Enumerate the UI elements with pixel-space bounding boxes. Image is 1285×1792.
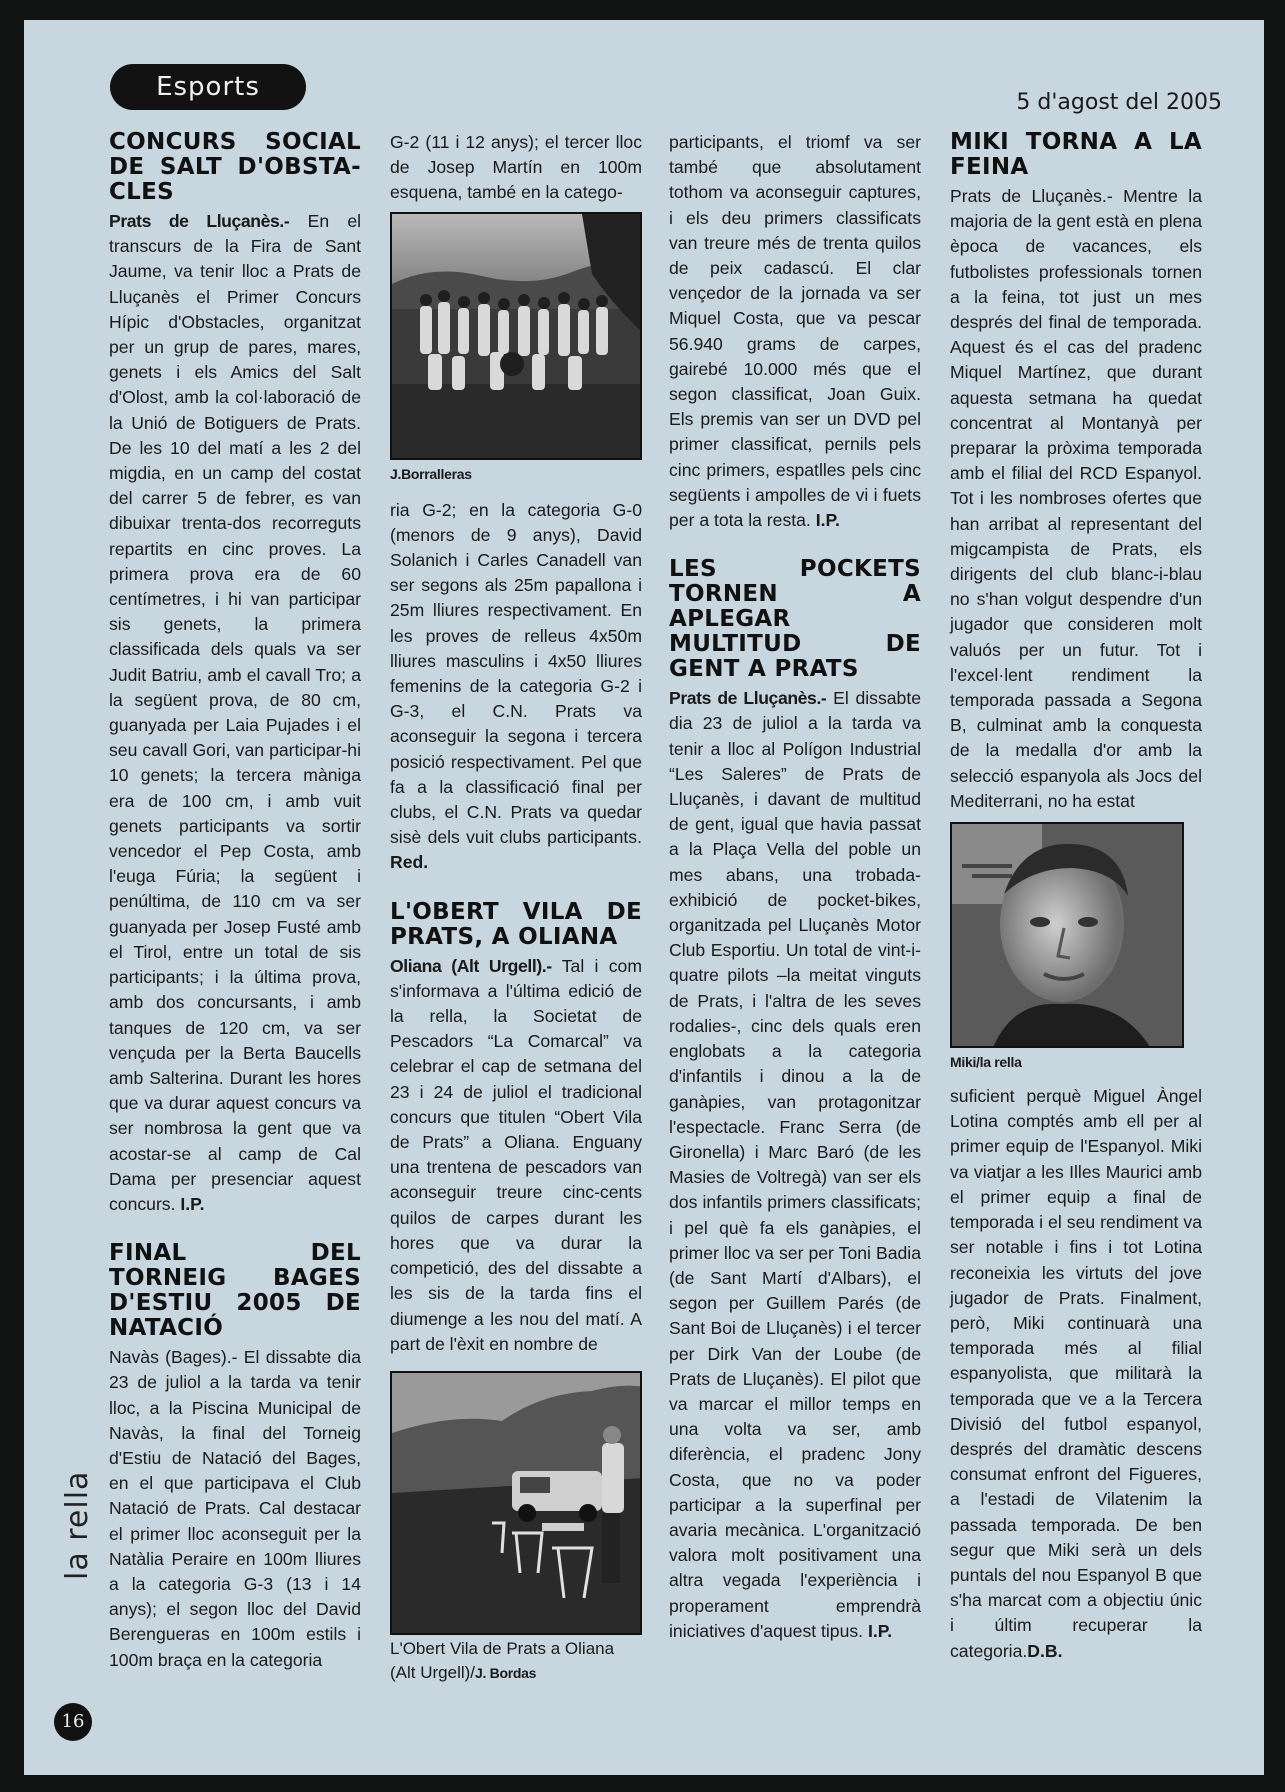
photo-swim-team (390, 212, 642, 460)
article-pockets (669, 686, 921, 1644)
author-signature: I.P. (867, 1620, 893, 1641)
issue-date: 5 d'agost del 2005 (1016, 90, 1222, 115)
article-natacio-cont: G-2 (11 i 12 anys); el tercer lloc de Josep Martín en 100m esquena, també en la catego- (390, 132, 642, 203)
photo-credit: J.Borralleras (390, 465, 472, 482)
article-body: ria G-2; en la categoria G-0 (menors de 9 anys), David Solanich i Carles Canadell van ser segons als 25m papallona i 25m lliures respectivament. En les proves de relleus 4x50m lliures masculins i 4x50 lliures femenins de la categoria G-2 i G-3, el C.N. Prats va aconseguir la segona i tercera posició respectivament. Pel que fa a la classificació final per clubs, el C.N. Prats va quedar sisè dels vuit clubs participants. (390, 499, 642, 848)
column-2 (390, 130, 642, 1691)
article-miki-cont (950, 1084, 1202, 1664)
article-concurs-salt (109, 209, 361, 1217)
dateline: Oliana (Alt Urgell).- (390, 955, 552, 976)
headline-concurs-salt: CONCURS SOCIAL DE SALT D'OBSTA-CLES (109, 129, 361, 205)
section-label: Esports (110, 64, 306, 110)
column-4 (950, 130, 1202, 1664)
article-natacio-end (390, 498, 642, 876)
article-body: suficient perquè Miguel Àngel Lotina comptés amb ell per al primer equip de l'Espanyol. Miki va viatjar a les Illes Maurici amb el primer equip a final de temporada i el seu rendiment va ser notable i fins i tot Lotina reconeixia les virtuts del jove jugador de Prats. Finalment, però, Miki continuarà una temporada més al filial espanyolista, que militarà la temporada que ve a la Tercera Divisió del futbol espanyol, després del dramàtic descens consumat enfront del Figueres, a l'estadi de Vilatenim la passada temporada. De ben segur que Miki serà un dels puntals del nou Espanyol B que s'ha marcat com a objectiu únic i últim recuperar la categoria. (950, 1086, 1202, 1661)
article-natacio (109, 1345, 361, 1673)
article-miki: Prats de Lluçanès.- Mentre la majoria de la gent està en plena època de vacances, els futbolistes professionals tornen a la feina, tot just un mes després del final de temporada. Aquest és el cas del pradenc Miquel Martínez, que durant aquesta setmana ha quedat concentrat al Montanyà per preparar la pròxima temporada amb el filial del RCD Espanyol. Tot i les nombroses ofertes que han arribat al representant del migcampista de Prats, els dirigents del club blanc-i-blau no s'han volgut despendre d'un jugador que consideren molt valuós per un futur. Tot i l'excel·lent rendiment la temporada passada a Segona B, culminat amb la conquesta de la medalla d'or amb la selecció espanyola als Jocs del Mediterrani, no ha estat (950, 186, 1202, 811)
photo-caption (390, 1637, 642, 1685)
headline-miki: MIKI TORNA A LA FEINA (950, 129, 1202, 180)
article-obert-vila (390, 954, 642, 1357)
headline-pockets: LES POCKETS TORNEN A APLEGAR MULTITUD DE GENT A PRATS (669, 556, 921, 683)
magazine-name: la rella (60, 1470, 95, 1580)
dateline: Prats de Lluçanès.- (109, 211, 290, 231)
column-1 (109, 130, 361, 1673)
miki-portrait-image (952, 824, 1184, 1048)
article-body: El dissabte dia 23 de juliol a la tarda va tenir a lloc al Polígon Industrial “Les Saleres” de Prats de Lluçanès, i davant de multitud de gent, igual que havia passat a la Plaça Vella del poble un mes abans, una trobada-exhibició de pocket-bikes, organitzada pel Lluçanès Motor Club Esportiu. Un total de vint-i-quatre pilots –la meitat vinguts de Prats, i l'altra de les seves rodalies-, cinc dels quals eren englobats a la categoria d'infantils i dinou a la de ganàpies, van protagonitzar l'espectacle. Franc Serra (de Gironella) i Marc Baró (de les Masies de Voltregà) van ser els dos infantils primers classificats; i pel què fa els ganàpies, el primer lloc va ser per Toni Badia (de Sant Martí d'Albars), el segon per Guillem Parés (de Sant Boi de Lluçanès) i el tercer per Dirk Van der Loube (de Prats de Lluçanès). El pilot que va marcar el millor temps en una volta va ser, amb diferència, el pradenc Jony Costa, que no va poder participar a la superfinal per avaria mecànica. L'organització valora molt positivament una altra vegada l'experiència i properament emprendrà iniciatives d'aquest tipus. (669, 688, 921, 1641)
author-signature: D.B. (1027, 1640, 1063, 1661)
photo-credit: Miki/la rella (950, 1054, 1022, 1071)
author-signature: I.P. (815, 510, 840, 531)
page-number: 16 (54, 1703, 92, 1741)
photo-miki (950, 822, 1184, 1048)
article-body: Tal i com s'informava a l'última edició de la rella, la Societat de Pescadors “La Comarcal” va celebrar el cap de setmana del 23 i 24 de juliol el tradicional concurs que titulen “Obert Vila de Prats” a Oliana. Enguany una trentena de pescadors van aconseguir treure cinc-cents quilos de carpes durant les hores que va durar la competició, des del dissabte a les sis de la tarda fins el diumenge a les nou del matí. A part de l'èxit en nombre de (390, 955, 642, 1354)
author-signature: I.P. (180, 1193, 205, 1214)
article-body: participants, el triomf va ser també que absolutament tothom va aconseguir captures, i els deu primers classificats van treure més de trenta quilos de peix cadascú. El clar vençedor de la jornada va ser Miquel Costa, que va pescar 56.940 grams de carpes, gairebé 10.000 més que el segon classificat, Joan Guix. Els premis van ser un DVD pel primer classificat, pernils pels cinc primers, espatlles pels cinc següents i ampolles de vi i fuets per a tota la resta. (669, 132, 921, 531)
headline-obert-vila: L'OBERT VILA DE PRATS, A OLIANA (390, 898, 642, 950)
article-body: En el transcurs de la Fira de Sant Jaume, va tenir lloc a Prats de Lluçanès el Primer Concurs Hípic d'Obstacles, organitzat per un grup de pares, mares, genets i els Amics del Salt d'Olost, amb la col·laboració de la Unió de Botiguers de Prats. De les 10 del matí a les 2 del migdia, en un camp del costat del carrer 5 de febrer, es van dibuixar trenta-dos recorreguts repartits en cinc proves. La primera prova era de 60 centímetres, i hi van participar sis genets, la primera classificada dels quals va ser Judit Batriu, amb el cavall Tro; a la següent prova, de 80 cm, guanyada per Laia Pujades i el seu cavall Gori, van participar-hi 10 genets; la tercera màniga era de 100 cm, i amb vuit genets participants va sortir vencedor el Pep Costa, amb l'euga Fúria; la següent i penúltima, de 110 cm va ser guanyada per Josep Fusté amb el Tirol, entre un total de sis participants; i la última prova, amb dos concursants, i amb tanques de 120 cm, va ser vençuda per la Berta Baucells amb Salterina. Durant les hores que va durar aquest concurs va ser nombrosa la gent que va acostar-se al camp de Cal Dama per presenciar aquest concurs. (109, 211, 362, 1214)
dateline: Navàs (Bages).- (109, 1347, 238, 1368)
article-body: El dissabte dia 23 de juliol a la tarda va tenir lloc, a la Piscina Municipal de Navàs, la final del Torneig d'Estiu de Natació del Bages, en el que participava el Club Natació de Prats. Cal destacar el primer lloc aconseguit per la Natàlia Peraire en 100m lliures a la categoria G-3 (13 i 14 anys); el segon lloc del David Berengueras en 100m estils i 100m braça en la categoria (109, 1347, 361, 1670)
article-obert-cont (669, 130, 921, 533)
caption-text: L'Obert Vila de Prats a Oliana (Alt Urgell)/ (390, 1638, 615, 1682)
magazine-page (24, 20, 1264, 1775)
photo-credit: J. Bordas (475, 1664, 537, 1681)
swim-team-photo-image (392, 214, 642, 460)
photo-fishing-oliana (390, 1371, 642, 1635)
dateline: Prats de Lluçanès.- (669, 688, 827, 709)
author-signature: Red. (390, 852, 429, 873)
column-3 (669, 130, 921, 1644)
fishing-photo-image (392, 1373, 642, 1635)
headline-final-torneig: FINAL DEL TORNEIG BAGES D'ESTIU 2005 DE NATACIÓ (109, 1240, 361, 1342)
